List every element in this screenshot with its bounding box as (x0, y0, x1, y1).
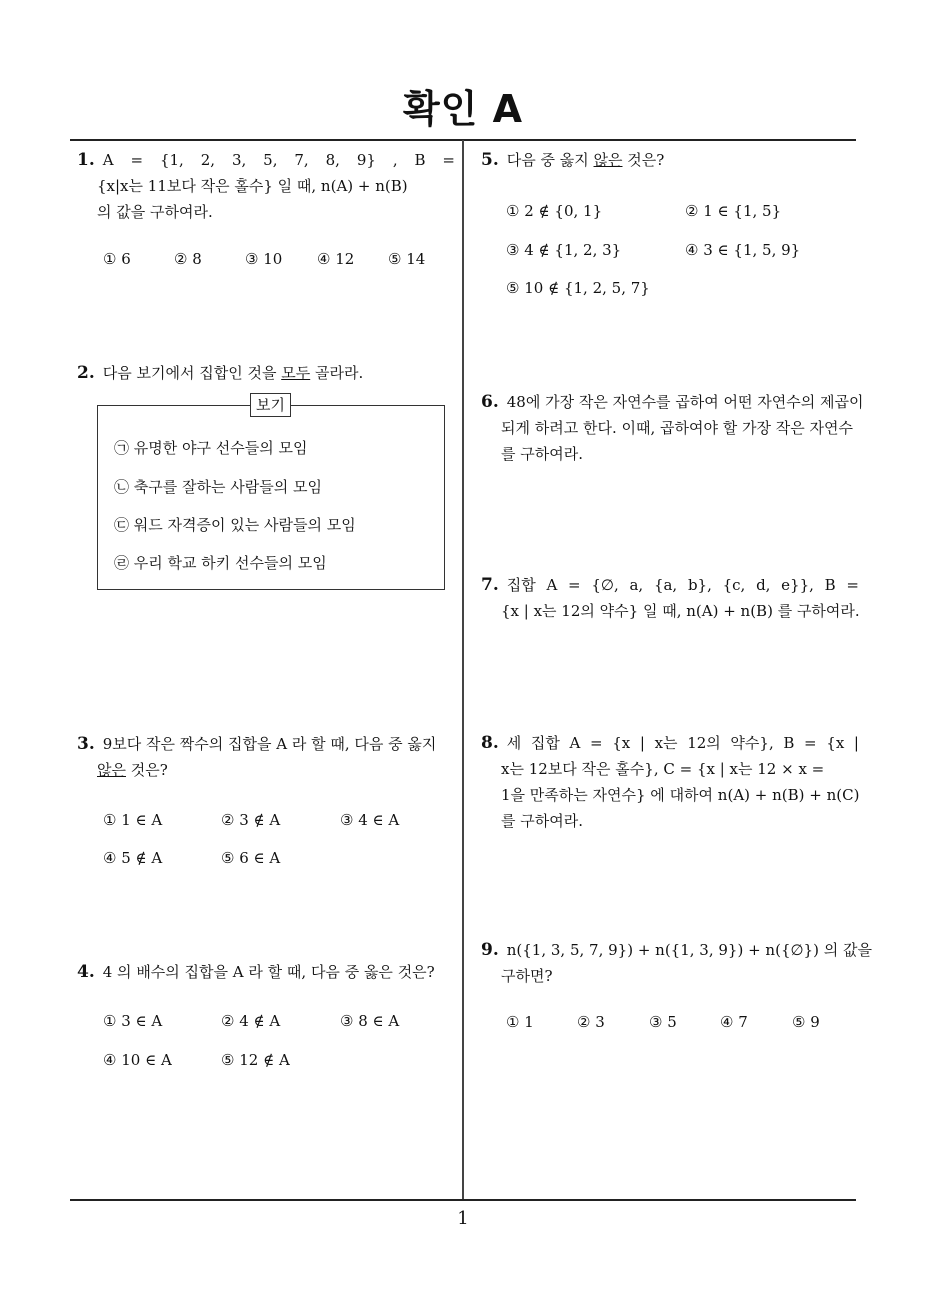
choice-5[interactable]: ⑤ 6 ∈ A (221, 849, 281, 867)
question-text: 세 집합 A = {x | x는 12의 약수}, B = {x | (506, 734, 859, 752)
question-number: 3. (77, 734, 95, 754)
question-number: 9. (481, 940, 499, 960)
question-number: 5. (481, 150, 499, 170)
question-number: 1. (77, 150, 95, 170)
choice-4[interactable]: ④ 3 ∈ {1, 5, 9} (685, 241, 801, 259)
page-title: 확인 A (402, 87, 524, 131)
question-text: {x | x는 12의 약수} 일 때, n(A) + n(B) 를 구하여라. (501, 602, 860, 620)
question-6 (481, 389, 864, 467)
bogi-label: 보기 (250, 393, 291, 417)
question-text: 집합 A = {∅, a, {a, b}, {c, d, e}}, B = (506, 576, 859, 594)
question-number: 7. (481, 575, 499, 595)
question-9 (481, 937, 872, 989)
bogi-item: ㉡ 축구를 잘하는 사람들의 모임 (114, 478, 322, 496)
choice-5[interactable]: ⑤ 12 ∉ A (221, 1051, 290, 1069)
question-7 (481, 572, 859, 624)
question-text: 것은? (125, 761, 168, 779)
choice-5[interactable]: ⑤ 9 (792, 1013, 820, 1031)
question-1 (77, 147, 455, 225)
choice-1[interactable]: ① 6 (103, 250, 131, 268)
question-text: 의 값을 구하여라. (97, 203, 213, 221)
question-text: 4 의 배수의 집합을 A 라 할 때, 다음 중 옳은 것은? (102, 963, 435, 981)
bogi-item: ㉢ 워드 자격증이 있는 사람들의 모임 (114, 516, 356, 534)
question-text: 다음 보기에서 집합인 것을 (102, 364, 282, 382)
column-divider (462, 140, 464, 1199)
choice-1[interactable]: ① 1 ∈ A (103, 811, 163, 829)
choice-2[interactable]: ② 3 (577, 1013, 605, 1031)
choice-2[interactable]: ② 3 ∉ A (221, 811, 281, 829)
choice-4[interactable]: ④ 7 (720, 1013, 748, 1031)
bottom-divider (70, 1199, 856, 1201)
choice-5[interactable]: ⑤ 14 (388, 250, 426, 268)
question-2 (77, 360, 455, 386)
question-text: A = {1, 2, 3, 5, 7, 8, 9} , B = (102, 151, 455, 169)
question-text: 되게 하려고 한다. 이때, 곱하여야 할 가장 작은 자연수 (501, 419, 853, 437)
question-text: n({1, 3, 5, 7, 9}) + n({1, 3, 9}) + n({∅}) 의 값을 (506, 941, 872, 959)
choice-4[interactable]: ④ 5 ∉ A (103, 849, 163, 867)
question-text: 구하면? (501, 967, 553, 985)
bogi-item: ㉠ 유명한 야구 선수들의 모임 (114, 439, 308, 457)
choice-3[interactable]: ③ 5 (649, 1013, 677, 1031)
choice-2[interactable]: ② 4 ∉ A (221, 1012, 281, 1030)
choice-1[interactable]: ① 2 ∉ {0, 1} (506, 202, 603, 220)
question-8 (481, 730, 859, 834)
choice-4[interactable]: ④ 10 ∈ A (103, 1051, 172, 1069)
choice-2[interactable]: ② 8 (174, 250, 202, 268)
choice-4[interactable]: ④ 12 (317, 250, 355, 268)
question-text: 골라라. (310, 364, 364, 382)
choice-3[interactable]: ③ 10 (245, 250, 283, 268)
question-text: 다음 중 옳지 (506, 151, 594, 169)
question-3 (77, 731, 455, 783)
question-4 (77, 959, 455, 985)
choice-5[interactable]: ⑤ 10 ∉ {1, 2, 5, 7} (506, 279, 650, 297)
question-text: 48에 가장 작은 자연수를 곱하여 어떤 자연수의 제곱이 (506, 393, 864, 411)
question-number: 6. (481, 392, 499, 412)
question-text: {x|x는 11보다 작은 홀수} 일 때, n(A) + n(B) (97, 177, 408, 195)
question-5 (481, 147, 859, 173)
choice-3[interactable]: ③ 4 ∉ {1, 2, 3} (506, 241, 622, 259)
choice-3[interactable]: ③ 8 ∈ A (340, 1012, 400, 1030)
choice-1[interactable]: ① 1 (506, 1013, 534, 1031)
underlined-word: 모두 (281, 364, 311, 382)
underlined-word: 않은 (593, 151, 623, 169)
question-text: 를 구하여라. (501, 812, 583, 830)
question-text: 것은? (622, 151, 665, 169)
question-text: 9보다 작은 짝수의 집합을 A 라 할 때, 다음 중 옳지 (102, 735, 437, 753)
choice-3[interactable]: ③ 4 ∈ A (340, 811, 400, 829)
question-text: x는 12보다 작은 홀수}, C = {x | x는 12 × x = (501, 760, 825, 778)
page-number: 1 (457, 1208, 469, 1229)
question-text: 1을 만족하는 자연수} 에 대하여 n(A) + n(B) + n(C) (501, 786, 860, 804)
bogi-item: ㉣ 우리 학교 하키 선수들의 모임 (114, 554, 327, 572)
question-number: 8. (481, 733, 499, 753)
question-number: 2. (77, 363, 95, 383)
underlined-word: 않은 (97, 761, 126, 779)
question-number: 4. (77, 962, 95, 982)
question-text: 를 구하여라. (501, 445, 583, 463)
choice-2[interactable]: ② 1 ∈ {1, 5} (685, 202, 782, 220)
choice-1[interactable]: ① 3 ∈ A (103, 1012, 163, 1030)
